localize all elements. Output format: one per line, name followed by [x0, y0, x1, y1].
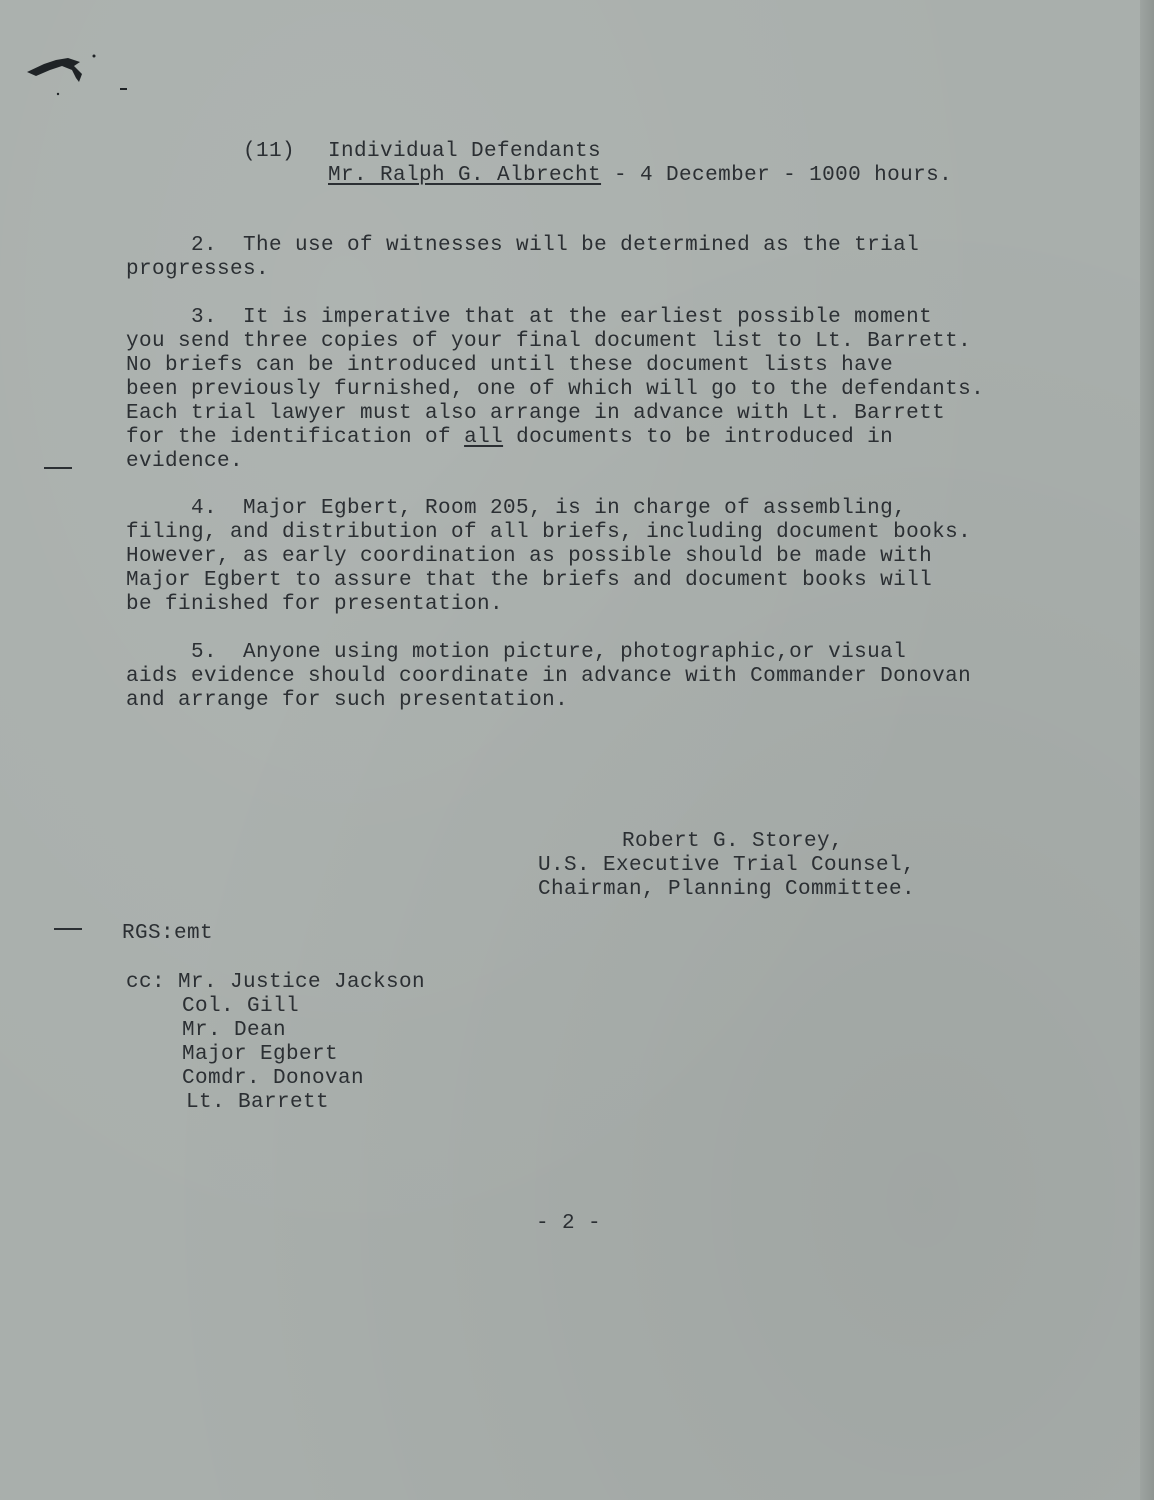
para3-line4: been previously furnished, one of which will go to the defendants. — [126, 378, 985, 401]
para2-line2: progresses. — [126, 258, 270, 281]
para5-line1: 5. Anyone using motion picture, photographic,or visual — [126, 641, 907, 664]
cc-recipient: Major Egbert — [182, 1043, 339, 1066]
cc-recipient: Mr. Justice Jackson — [178, 971, 426, 994]
para4-line2: filing, and distribution of all briefs, including document books. — [126, 521, 972, 544]
defendant-schedule: - 4 December - 1000 hours. — [601, 164, 953, 187]
cc-recipient: Mr. Dean — [182, 1019, 287, 1042]
signature-name: Robert G. Storey, — [622, 830, 844, 853]
cc-recipient: Comdr. Donovan — [182, 1067, 365, 1090]
para3-line1: 3. It is imperative that at the earliest possible moment — [126, 306, 933, 329]
para3-line6-post: documents to be introduced in — [503, 426, 894, 449]
para4-line4: Major Egbert to assure that the briefs and document books will — [126, 569, 933, 592]
margin-mark-1 — [44, 467, 72, 469]
page-number: - 2 - — [536, 1212, 602, 1235]
para5-line2: aids evidence should coordinate in advance with Commander Donovan — [126, 665, 972, 688]
para3-line6-pre: for the identification of — [126, 426, 465, 449]
para3-line7: evidence. — [126, 450, 244, 473]
ink-smudge — [22, 50, 132, 100]
cc-label: cc: — [126, 971, 179, 994]
para3-line2: you send three copies of your final document list to Lt. Barrett. — [126, 330, 972, 353]
margin-mark-2 — [54, 928, 82, 930]
section-label: (11) — [243, 140, 296, 163]
para3-underlined-word: all — [464, 426, 504, 449]
para3-line6 — [126, 426, 893, 450]
para3-line5: Each trial lawyer must also arrange in advance with Lt. Barrett — [126, 402, 946, 425]
section-title: Individual Defendants — [328, 140, 602, 163]
section-entry — [328, 164, 952, 188]
typist-initials: RGS:emt — [122, 922, 214, 945]
para4-line3: However, as early coordination as possible should be made with — [126, 545, 933, 568]
signature-title-1: U.S. Executive Trial Counsel, — [538, 854, 916, 877]
signature-title-2: Chairman, Planning Committee. — [538, 878, 916, 901]
para5-line3: and arrange for such presentation. — [126, 689, 569, 712]
cc-recipient: Col. Gill — [182, 995, 300, 1018]
page-edge-shadow — [1140, 0, 1154, 1500]
para2-line1: 2. The use of witnesses will be determined as the trial — [126, 234, 920, 257]
para4-line1: 4. Major Egbert, Room 205, is in charge of assembling, — [126, 497, 907, 520]
para4-line5: be finished for presentation. — [126, 593, 504, 616]
defendant-name: Mr. Ralph G. Albrecht — [328, 164, 602, 187]
cc-recipient: Lt. Barrett — [186, 1091, 330, 1114]
para3-line3: No briefs can be introduced until these document lists have — [126, 354, 894, 377]
